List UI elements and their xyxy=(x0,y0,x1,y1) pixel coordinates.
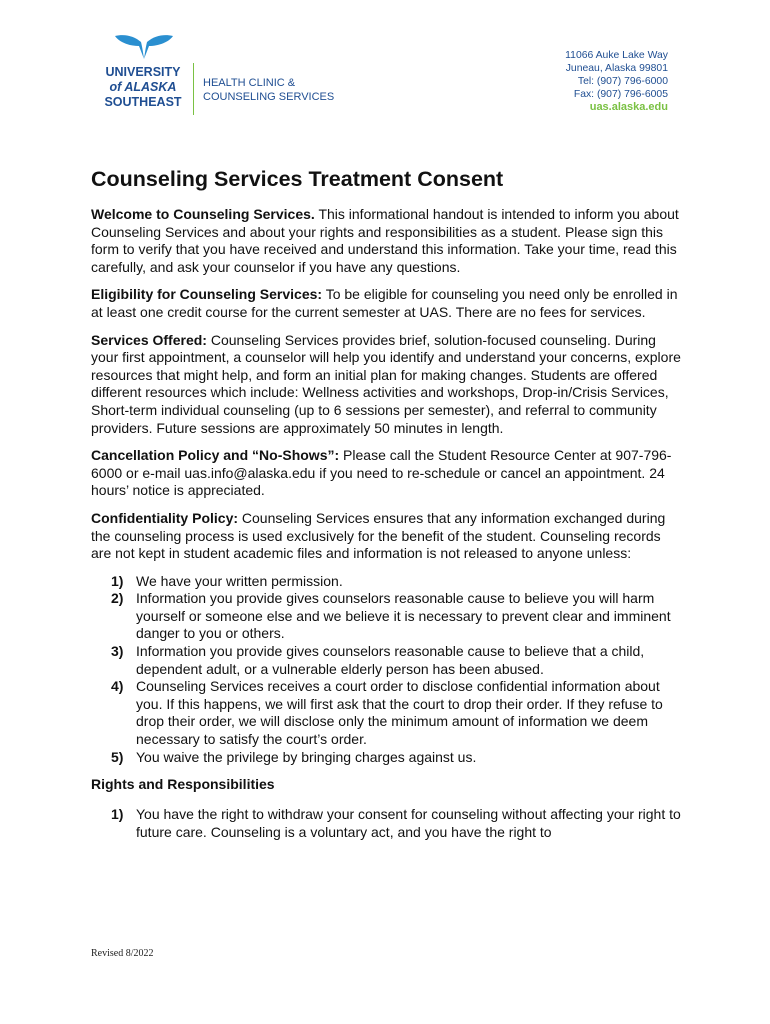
list-text: Counseling Services receives a court order to disclose confidential information about you. If this happens, we will first ask that the court to drop their order. If they refuse to drop their order, we will disclose only the minimum amount of information we deem necessary to satisfy the court’s order. xyxy=(136,678,663,748)
phone-number: Tel: (907) 796-6000 xyxy=(577,76,668,87)
list-item xyxy=(91,749,681,767)
eligibility-text: To be eligible for counseling you need only be enrolled in at least one credit course for the current semester at UAS. There are no fees for services. xyxy=(91,286,678,320)
list-text: You waive the privilege by bringing charges against us. xyxy=(136,748,477,765)
whale-tail-icon xyxy=(113,32,175,60)
document-body xyxy=(91,166,681,851)
website-link[interactable]: uas.alaska.edu xyxy=(589,101,668,113)
revision-note: Revised 8/2022 xyxy=(91,948,154,959)
list-number: 4) xyxy=(111,678,124,695)
list-text: You have the right to withdraw your consent for counseling without affecting your right to future care. Counseling is a voluntary act, and you have the right to xyxy=(136,806,681,840)
list-text: We have your written permission. xyxy=(136,572,343,589)
eligibility-label: Eligibility for Counseling Services: xyxy=(91,286,323,303)
university-line-2: of ALASKA xyxy=(109,80,177,94)
rights-list xyxy=(91,806,681,841)
eligibility-paragraph xyxy=(91,286,681,321)
rights-heading: Rights and Responsibilities xyxy=(91,776,275,793)
list-item xyxy=(91,573,681,591)
list-text: Information you provide gives counselors reasonable cause to believe you will harm yourself or someone else and we believe it is necessary to prevent clear and imminent danger to you or others. xyxy=(136,590,671,642)
contact-block xyxy=(565,49,668,114)
list-number: 2) xyxy=(111,590,124,607)
fax-number: Fax: (907) 796-6005 xyxy=(573,89,668,100)
confidentiality-list xyxy=(91,573,681,767)
university-line-3: SOUTHEAST xyxy=(104,95,182,109)
welcome-text: This informational handout is intended to inform you about Counseling Services and about your rights and responsibilities as a student. Please sign this form to verify that you have received and understand this information. Take your time, read this carefully, and ask your counselor if you have any questions. xyxy=(91,206,679,275)
list-number: 1) xyxy=(111,806,124,823)
list-number: 5) xyxy=(111,748,124,765)
list-item xyxy=(91,590,681,643)
university-line-1: UNIVERSITY xyxy=(105,65,181,79)
clinic-name xyxy=(203,76,334,104)
university-name xyxy=(100,65,186,110)
confidentiality-text: Counseling Services ensures that any information exchanged during the counseling process is used exclusively for the benefit of the student. Counseling records are not kept in student academic files and information is not released to anyone unless: xyxy=(91,509,666,562)
list-number: 3) xyxy=(111,643,124,660)
uas-logo xyxy=(100,32,195,117)
welcome-paragraph xyxy=(91,206,681,276)
list-item xyxy=(91,643,681,678)
list-item xyxy=(91,678,681,748)
clinic-line-2: COUNSELING SERVICES xyxy=(203,91,335,103)
services-label: Services Offered: xyxy=(91,331,207,348)
list-text: Information you provide gives counselors reasonable cause to believe that a child, dependent adult, or a vulnerable elderly person has been abused. xyxy=(136,643,645,677)
cancellation-text: Please call the Student Resource Center at 907-796-6000 or e-mail uas.info@alaska.edu if you need to re-schedule or cancel an appointment. 24 hours’ notice is appreciated. xyxy=(91,447,672,499)
welcome-label: Welcome to Counseling Services. xyxy=(91,206,315,222)
clinic-line-1: HEALTH CLINIC & xyxy=(203,77,296,89)
letterhead xyxy=(0,0,770,130)
cancellation-label: Cancellation Policy and “No-Shows”: xyxy=(91,447,340,464)
header-divider xyxy=(193,63,194,115)
list-item xyxy=(91,806,681,841)
list-number: 1) xyxy=(111,572,124,589)
services-text: Counseling Services provides brief, solution-focused counseling. During your first appointment, a counselor will help you identify and understand your concerns, explore resources that might help, and form an initial plan for making changes. Students are offered different resources which include: Wellness activities and workshops, Drop-in/Crisis Services, Short-term individual counseling (up to 6 sessions per semester), and referral to community providers. Future sessions are approximately 50 minutes in length. xyxy=(91,331,681,436)
confidentiality-paragraph xyxy=(91,510,681,563)
confidentiality-label: Confidentiality Policy: xyxy=(91,509,239,526)
cancellation-paragraph xyxy=(91,447,681,500)
address-line-2: Juneau, Alaska 99801 xyxy=(565,63,668,74)
page-title: Counseling Services Treatment Consent xyxy=(91,167,504,191)
address-line-1: 11066 Auke Lake Way xyxy=(565,50,668,61)
services-paragraph xyxy=(91,332,681,438)
